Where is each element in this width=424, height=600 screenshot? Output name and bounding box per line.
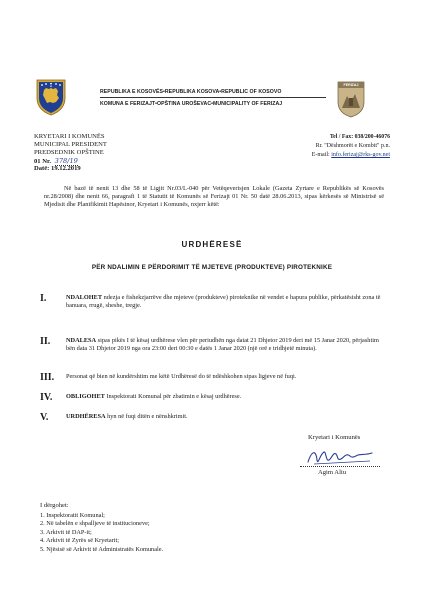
protocol-value: 378/19 [54, 157, 78, 165]
signature-name: Agim Aliu [318, 469, 347, 476]
section-2-text [66, 337, 386, 353]
distribution-heading: I dërgohet: [40, 502, 69, 509]
section-2-lead: NDALESA [66, 337, 97, 344]
list-item: 2. Në tabelën e shpalljeve të institucioneve; [40, 520, 150, 528]
signature-line [300, 466, 380, 467]
email-label: E-mail: [311, 152, 330, 158]
header-line-republic: REPUBLIKA E KOSOVËS•REPUBLIKA KOSOVA•REPUBLIC OF KOSOVO [100, 89, 282, 95]
office-date: Datë: 19.12.2019 [34, 165, 81, 172]
section-4-text [66, 393, 386, 401]
list-item: 4. Arkivit të Zyrës së Kryetarit; [40, 537, 120, 545]
section-1-body: ndezja e fishekzjarrëve dhe mjeteve (produkteve) piroteknike në vendet e hapura publike, përkatësisht zona të banuara, rrugë, sheshe, tregje. [66, 294, 381, 310]
preamble-text: Në bazë të nenit 13 dhe 58 të Ligjit Nr.03/L-040 për Vetëqeverisjen Lokale (Gazeta Zyrtare e Republikës së Kosovës nr.28/2008) dhe nenit 66, paragrafi 1 të Statutit të Komunës së Ferizajt 01 Nr. 50 datë 28.06.2013, sipas kërkesës së Ministrisë së Mjedisit dhe Planifikimit Hapësinor, Kryetari i Komunës, nxjerr këtë: [44, 185, 384, 209]
distribution-list [40, 512, 163, 554]
section-1-text [66, 294, 386, 310]
email-link[interactable]: info.ferizaj@rks-gov.net [331, 152, 390, 158]
office-title-sr: PREDSEDNIK OPŠTINE [34, 149, 104, 156]
office-title-en: MUNICIPAL PRESIDENT [34, 141, 107, 148]
section-1-lead: NDALOHET [66, 294, 103, 301]
contact-email-row [312, 151, 390, 159]
section-1-number: I. [40, 293, 47, 304]
section-5-text [66, 413, 386, 421]
contact-tel: Tel / Fax: 038/200-46076 [329, 134, 390, 140]
section-3-text [66, 373, 386, 381]
section-2-number: II. [40, 336, 51, 347]
contact-address: Rr. "Dëshmorët e Kombit" p.n. [315, 143, 390, 149]
list-item: 3. Arkivit të DAP-it; [40, 528, 92, 536]
section-5-body: hyn në fuqi ditën e nënshkrimit. [105, 413, 188, 420]
handwritten-signature [300, 446, 380, 468]
section-5-lead: URDHËRESA [66, 413, 106, 420]
document-subtitle: PËR NDALIMIN E PËRDORIMIT TË MJETEVE (PRODUKTEVE) PIROTEKNIKE [91, 264, 333, 271]
section-4-body: Inspektorati Komunal për zbatimin e kësaj urdhërese. [104, 393, 242, 400]
office-title-sq: KRYETARI I KOMUNËS [34, 133, 105, 140]
document-title: URDHËRESË [181, 240, 243, 249]
section-4-number: IV. [40, 392, 53, 403]
section-5-number: V. [40, 412, 49, 423]
list-item: 5. Njësisë së Arkivit të Administratës Komunale. [40, 545, 164, 553]
section-3-body: Personat që bien në kundërshtim me këtë Urdhëresë do të ndëshkohen sipas ligjeve në fuqi. [66, 373, 297, 380]
kosovo-emblem [34, 76, 68, 116]
ferizaj-emblem [336, 78, 366, 118]
protocol-label: 01 Nr. [34, 158, 51, 165]
signature-title: Kryetari i Komunës [308, 434, 361, 441]
section-2-body: sipas pikës I të kësaj urdhërese vlen për periudhën nga datat 21 Dhjetor 2019 deri më 15 Janar 2020, përjashtim bën data 31 Dhjetor 2019 nga ora 23:00 deri 00:30 e datës 1 Janar 2020 (një orë e tridhjetë minuta). [66, 337, 379, 353]
section-4-lead: OBLIGOHET [66, 393, 105, 400]
list-item: 1. Inspektoratit Komunal; [40, 512, 105, 519]
header-line-municipality: KOMUNA E FERIZAJT•OPŠTINA UROŠEVAC•MUNICIPALITY OF FERIZAJ [100, 101, 283, 107]
section-3-number: III. [40, 372, 55, 383]
ferizaj-emblem-label: FERIZAJ [343, 82, 359, 87]
header-divider [100, 97, 326, 98]
